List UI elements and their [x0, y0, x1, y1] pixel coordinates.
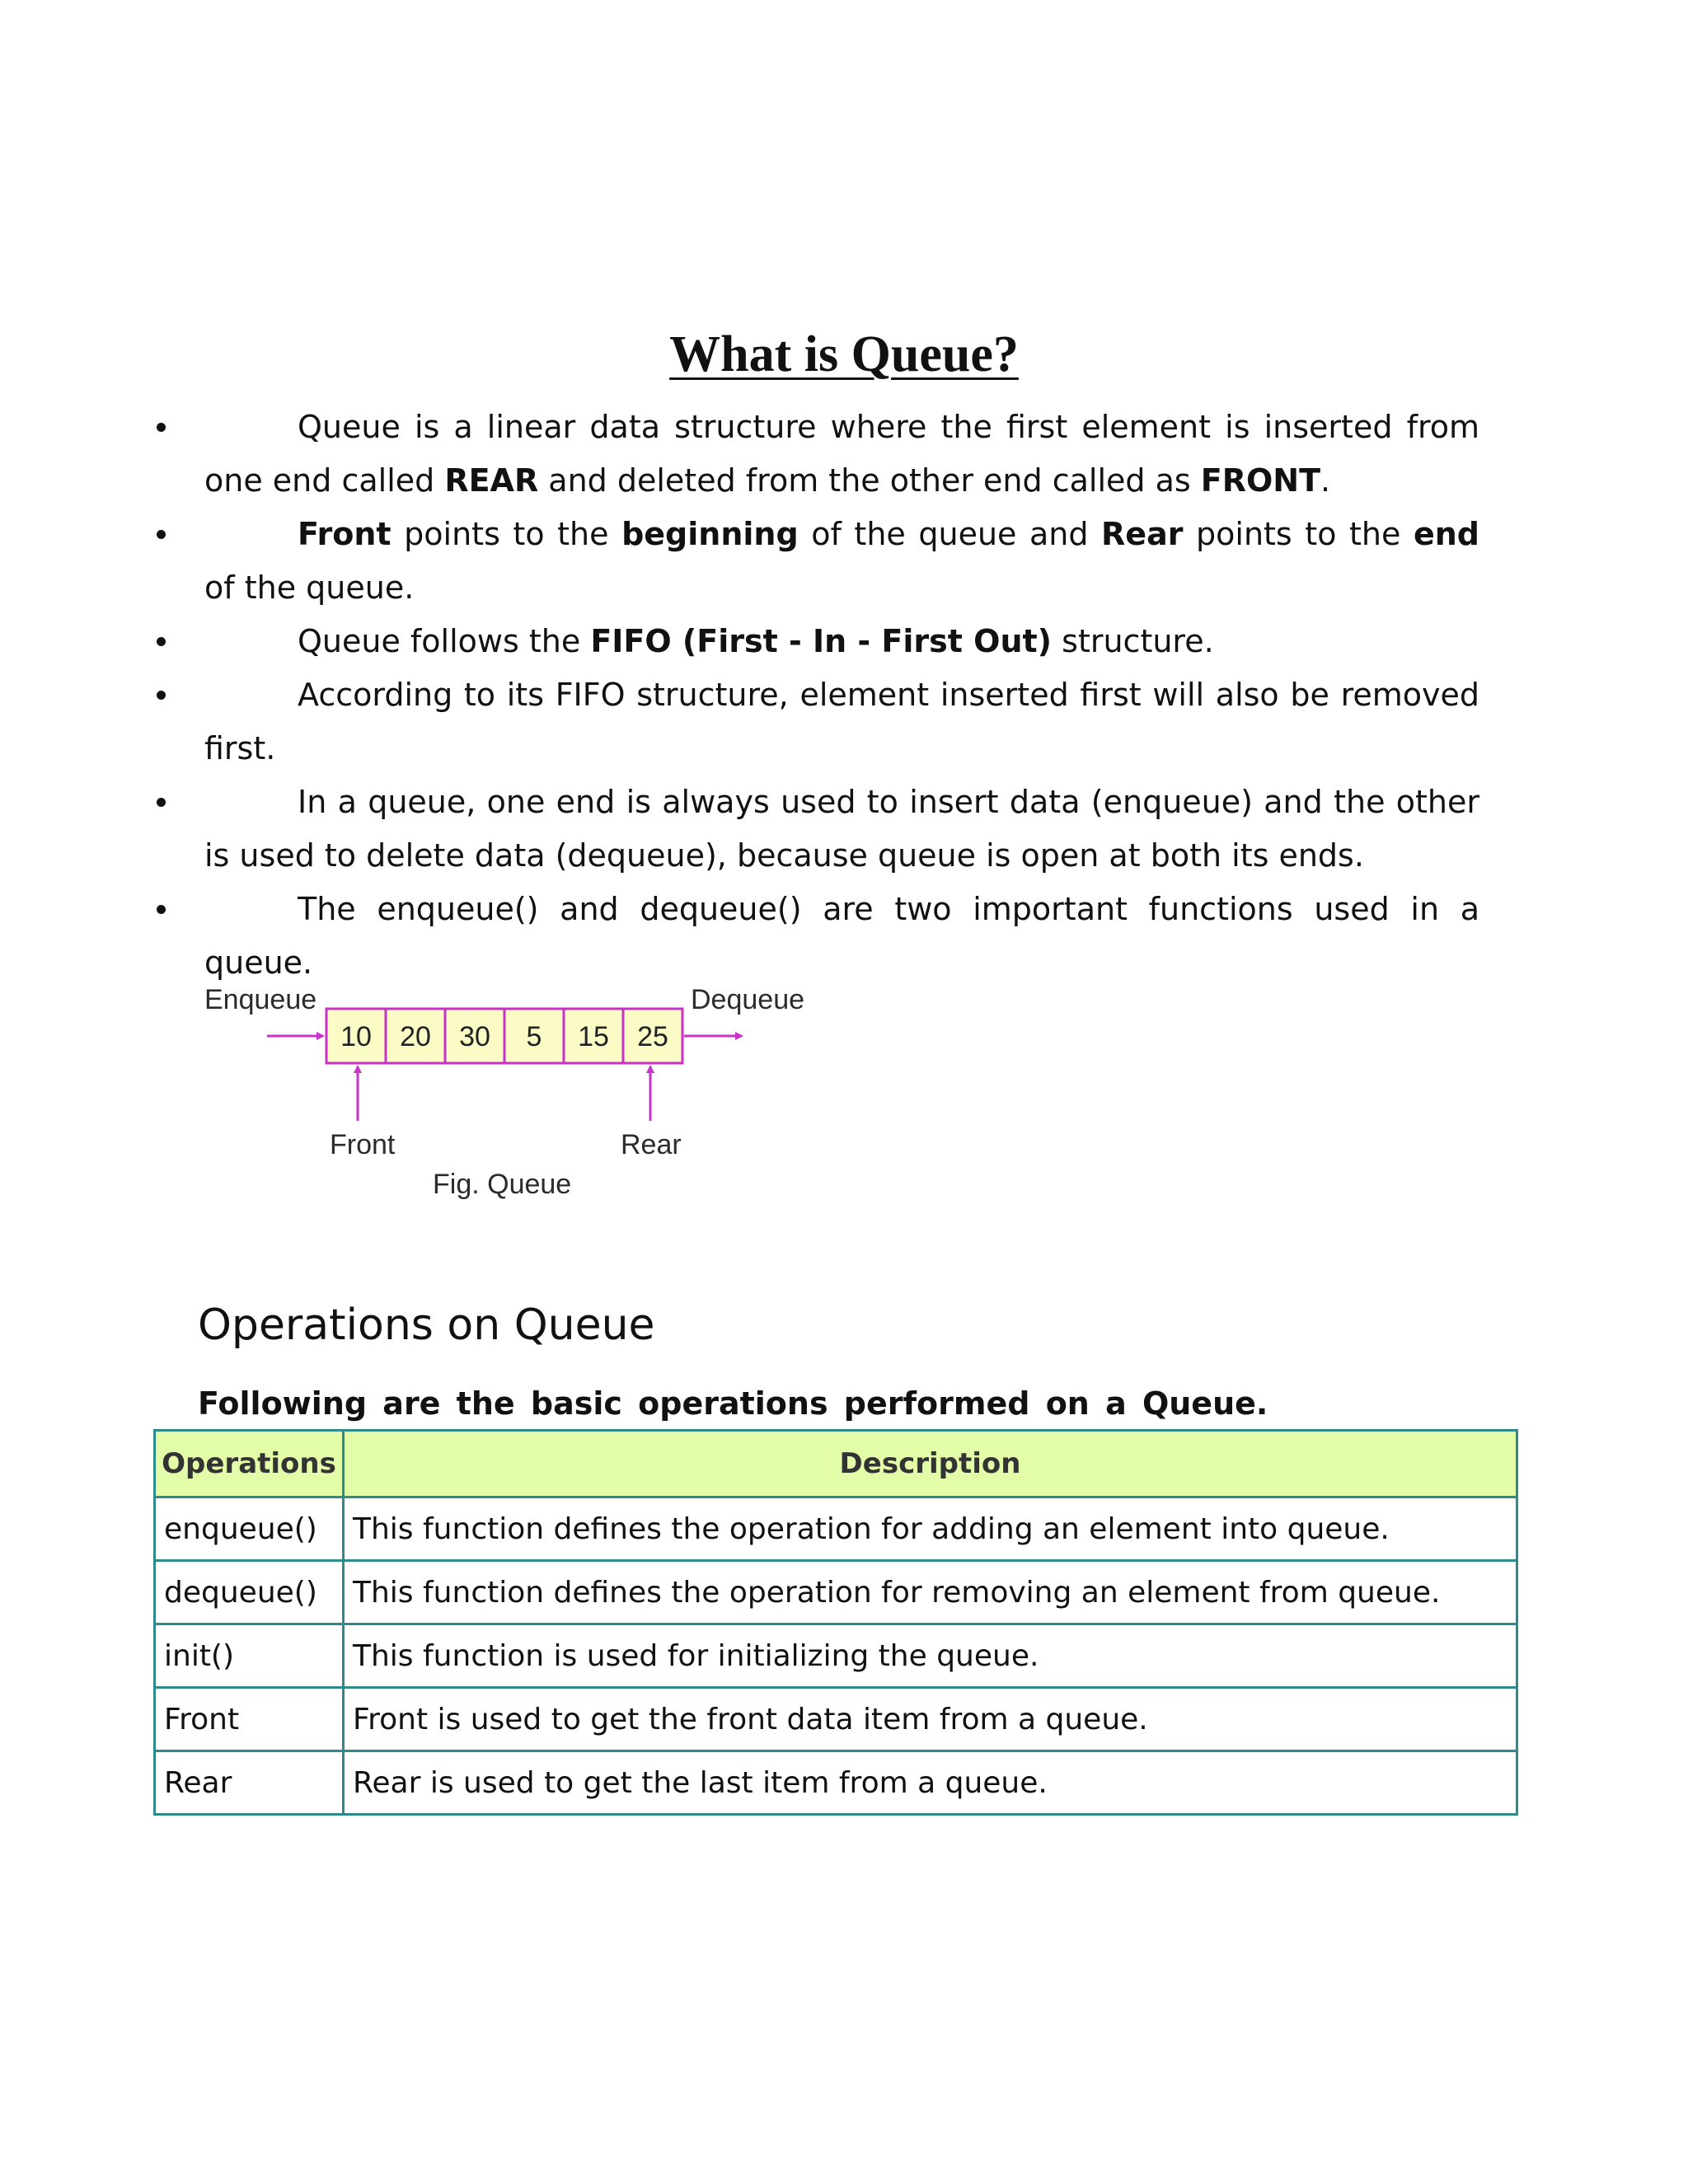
table-row [155, 1688, 1517, 1751]
queue-cell-value: 25 [637, 1021, 668, 1052]
bullet-item [0, 615, 1688, 668]
section-heading: Operations on Queue [198, 1301, 655, 1351]
bullet-text: Front points to the beginning of the queue and Rear points to the end of the queue. [204, 516, 1479, 606]
table-row [155, 1624, 1517, 1688]
bullet-text: The enqueue() and dequeue() are two important functions used in a queue. [204, 891, 1479, 981]
bullet-dot-icon [157, 637, 166, 646]
table-row [155, 1561, 1517, 1624]
description-cell: This function defines the operation for removing an element from queue. [344, 1561, 1517, 1624]
table-row [155, 1751, 1517, 1815]
bullet-text: According to its FIFO structure, element inserted first will also be removed first. [204, 677, 1479, 766]
description-cell: Front is used to get the front data item from a queue. [344, 1688, 1517, 1751]
bullet-text: Queue follows the FIFO (First - In - First Out) structure. [298, 623, 1214, 659]
bullet-dot-icon [157, 905, 166, 914]
section-intro: Following are the basic operations performed on a Queue. [198, 1385, 1268, 1422]
operation-cell: enqueue() [155, 1497, 344, 1561]
bullet-text: In a queue, one end is always used to insert data (enqueue) and the other is used to delete data (dequeue), because queue is open at both its ends. [204, 784, 1479, 874]
dequeue-label: Dequeue [691, 984, 805, 1015]
document-title [0, 321, 1688, 387]
bullet-item [0, 668, 1688, 776]
operation-cell: Rear [155, 1751, 344, 1815]
table-header-row [155, 1431, 1517, 1497]
operation-cell: dequeue() [155, 1561, 344, 1624]
queue-figure [198, 981, 841, 1212]
description-cell: This function is used for initializing the queue. [344, 1624, 1517, 1688]
queue-cell-value: 10 [340, 1021, 372, 1052]
bullet-list [0, 401, 1688, 990]
queue-cell-value: 5 [526, 1021, 542, 1052]
bullet-item [0, 776, 1688, 883]
bullet-item [0, 508, 1688, 615]
column-header-operations: Operations [155, 1431, 344, 1497]
bullet-item [0, 401, 1688, 508]
description-cell: Rear is used to get the last item from a queue. [344, 1751, 1517, 1815]
column-header-description: Description [344, 1431, 1517, 1497]
bullet-dot-icon [157, 530, 166, 539]
bullet-dot-icon [157, 423, 166, 432]
table-row [155, 1497, 1517, 1561]
rear-label: Rear [621, 1129, 682, 1160]
queue-cell-value: 20 [400, 1021, 431, 1052]
bullet-text: Queue is a linear data structure where the first element is inserted from one end called REAR and deleted from the other end called as FRONT. [204, 409, 1479, 499]
operation-cell: init() [155, 1624, 344, 1688]
queue-cells [326, 1009, 682, 1063]
bullet-dot-icon [157, 798, 166, 807]
front-label: Front [330, 1129, 396, 1160]
description-cell: This function defines the operation for adding an element into queue. [344, 1497, 1517, 1561]
enqueue-label: Enqueue [204, 984, 317, 1015]
queue-cell-value: 30 [459, 1021, 490, 1052]
bullet-item [0, 883, 1688, 990]
figure-caption: Fig. Queue [433, 1169, 572, 1200]
operations-table [153, 1429, 1518, 1816]
operation-cell: Front [155, 1688, 344, 1751]
title-text: What is Queue? [669, 326, 1019, 382]
queue-cell-value: 15 [578, 1021, 609, 1052]
bullet-dot-icon [157, 691, 166, 700]
